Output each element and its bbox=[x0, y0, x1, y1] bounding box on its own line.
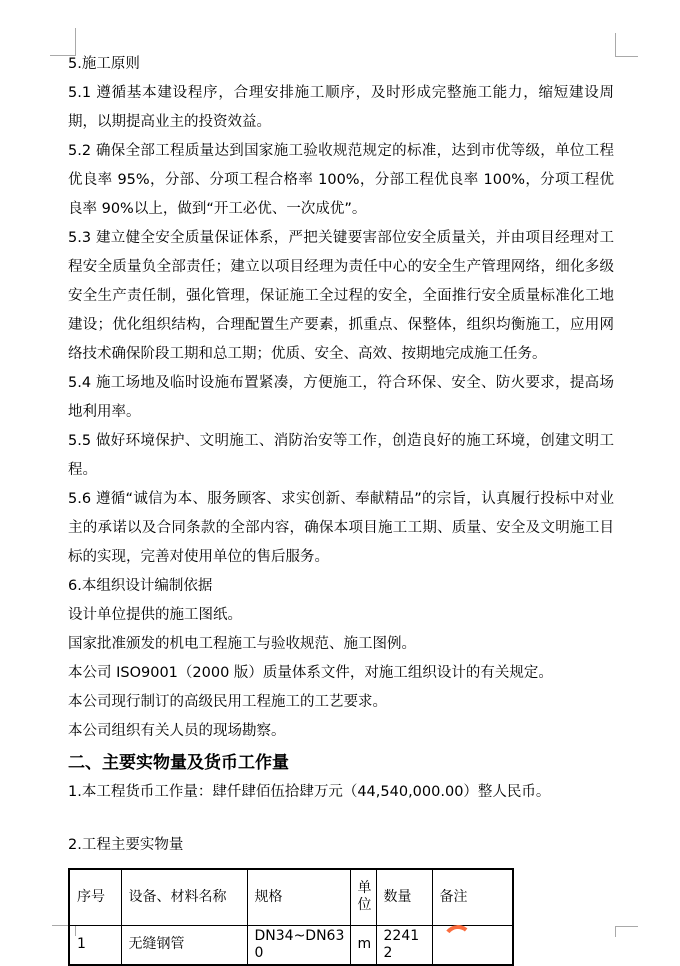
header-unit: 单位 bbox=[350, 869, 376, 925]
paragraph-basis-4: 本公司现行制订的高级民用工程施工的工艺要求。 bbox=[68, 694, 387, 710]
cell-unit: m bbox=[350, 925, 376, 965]
cell-quantity: 22412 bbox=[376, 925, 432, 965]
header-material-name: 设备、材料名称 bbox=[121, 869, 247, 925]
money-workload-line: 1.本工程货币工作量：肆仟肆佰伍拾肆万元（44,540,000.00）整人民币。 bbox=[68, 784, 551, 800]
paragraph-5-3: 5.3 建立健全安全质量保证体系，严把关键要害部位安全质量关，并由项目经理对工程安全质量负全部责任；建立以项目经理为责任中心的安全生产管理网络，细化多级安全生产责任制，强化管理，保证施工全过程的安全，全面推行安全质量标准化工地建设；优化组织结构，合理配置生产要素，抓重点、保整体，组织均衡施工，应用网络技术确保阶段工期和总工期；优质、安全、高效、按期地完成施工任务。 bbox=[68, 230, 614, 362]
header-serial-number: 序号 bbox=[69, 869, 121, 925]
header-quantity: 数量 bbox=[376, 869, 432, 925]
paragraph-6-title: 6.本组织设计编制依据 bbox=[68, 578, 213, 594]
table-caption: 2.工程主要实物量 bbox=[68, 837, 184, 853]
paragraph-5-1: 5.1 遵循基本建设程序，合理安排施工顺序，及时形成完整施工能力，缩短建设周期，以期提高业主的投资效益。 bbox=[68, 85, 614, 130]
paragraph-basis-2: 国家批准颁发的机电工程施工与验收规范、施工图例。 bbox=[68, 636, 416, 652]
paragraph-5-title: 5.施工原则 bbox=[68, 56, 140, 72]
header-specification: 规格 bbox=[247, 869, 350, 925]
cell-material-name: 无缝钢管 bbox=[121, 925, 247, 965]
section-heading: 二、主要实物量及货币工作量 bbox=[68, 753, 289, 773]
document-content bbox=[68, 50, 614, 966]
paragraph-5-5: 5.5 做好环境保护、文明施工、消防治安等工作，创造良好的施工环境，创建文明工程。 bbox=[68, 433, 614, 478]
paragraph-basis-3: 本公司 ISO9001（2000 版）质量体系文件，对施工组织设计的有关规定。 bbox=[68, 665, 553, 681]
paragraph-5-2: 5.2 确保全部工程质量达到国家施工验收规范规定的标准，达到市优等级，单位工程优良率 95%，分部、分项工程合格率 100%，分部工程优良率 100%，分项工程优良率 90%以上，做到“开工必优、一次成优”。 bbox=[68, 143, 614, 217]
header-remarks: 备注 bbox=[432, 869, 513, 925]
paragraph-basis-5: 本公司组织有关人员的现场勘察。 bbox=[68, 723, 286, 739]
table-header-row bbox=[69, 869, 513, 925]
cell-serial-number: 1 bbox=[69, 925, 121, 965]
paragraph-5-6: 5.6 遵循“诚信为本、服务顾客、求实创新、奉献精品”的宗旨，认真履行投标中对业主的承诺以及合同条款的全部内容，确保本项目施工工期、质量、安全及文明施工目标的实现，完善对使用单位的售后服务。 bbox=[68, 491, 614, 565]
cell-specification: DN34~DN630 bbox=[247, 925, 350, 965]
paragraph-5-4: 5.4 施工场地及临时设施布置紧凑，方便施工，符合环保、安全、防火要求，提高场地利用率。 bbox=[68, 375, 614, 420]
paragraph-basis-1: 设计单位提供的施工图纸。 bbox=[68, 607, 242, 623]
text-boundary-mark-top-right bbox=[615, 33, 638, 57]
